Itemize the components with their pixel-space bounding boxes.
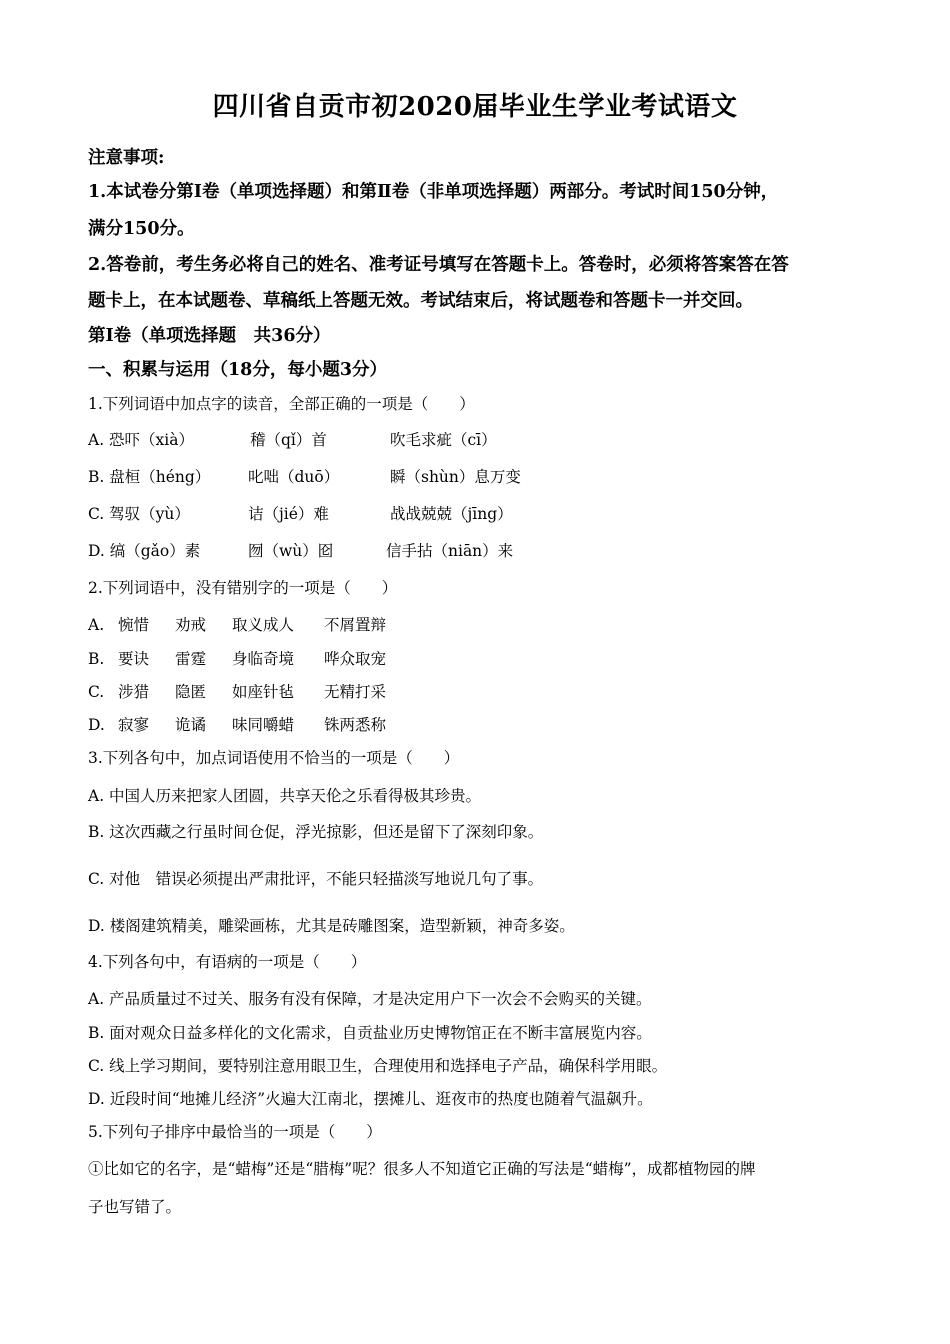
page-title: 四川省自贡市初2020届毕业生学业考试语文 [212, 92, 738, 122]
option-part: 囫（wù）囵 [248, 542, 334, 560]
option-part: C. 驾驭（yù） [88, 505, 190, 523]
option-part: 战战兢兢（jīng） [390, 505, 513, 523]
option-part: 瞬（shùn）息万变 [390, 468, 521, 486]
question-3-option-a: A. 中国人历来把家人团圆，共享天伦之乐看得极其珍贵。 [88, 787, 482, 805]
option-part: 信手拈（niān）来 [386, 542, 514, 560]
notice-item-2-line-2: 题卡上，在本试题卷、草稿纸上答题无效。考试结束后，将试题卷和答题卡一并交回。 [88, 291, 753, 311]
question-3-option-d: D. 楼阁建筑精美，雕梁画栋，尤其是砖雕图案，造型新颖，神奇多姿。 [88, 917, 575, 935]
notice-heading: 注意事项: [88, 148, 165, 168]
option-word: 隐匿 [175, 683, 207, 701]
option-part: 叱咄（duō） [248, 468, 340, 486]
question-4-option-d: D. 近段时间“地摊儿经济”火遍大江南北，摆摊儿、逛夜市的热度也随着气温飙升。 [88, 1090, 653, 1108]
option-word: 如座针毡 [232, 683, 295, 701]
question-5-sentence-1-line-2: 子也写错了。 [88, 1198, 182, 1216]
option-word: 寂寥 [118, 716, 150, 734]
option-part: 诘（jié）难 [248, 505, 329, 523]
option-word: 味同嚼蜡 [232, 716, 295, 734]
part-title: 一、积累与运用（18分，每小题3分） [88, 360, 388, 380]
option-word: 劝戒 [175, 616, 207, 634]
question-4-stem: 4.下列各句中，有语病的一项是（ ） [88, 953, 367, 971]
option-letter: D. [88, 716, 105, 734]
notice-item-2-line-1: 2.答卷前，考生务必将自己的姓名、准考证号填写在答题卡上。答卷时，必须将答案答在答 [88, 255, 789, 275]
option-word: 雷霆 [175, 650, 207, 668]
option-word: 铢两悉称 [324, 716, 387, 734]
question-5-stem: 5.下列句子排序中最恰当的一项是（ ） [88, 1123, 382, 1141]
option-word: 哗众取宠 [324, 650, 387, 668]
option-word: 身临奇境 [232, 650, 295, 668]
notice-item-1-line-2: 满分150分。 [88, 219, 195, 239]
question-3-option-b: B. 这次西藏之行虽时间仓促，浮光掠影，但还是留下了深刻印象。 [88, 823, 544, 841]
question-1-stem: 1.下列词语中加点字的读音，全部正确的一项是（ ） [88, 395, 475, 413]
option-letter: C. [88, 683, 105, 701]
option-part: 吹毛求疵（cī） [390, 431, 497, 449]
question-2-option-c [88, 680, 386, 702]
notice-item-1-line-1: 1.本试卷分第Ⅰ卷（单项选择题）和第Ⅱ卷（非单项选择题）两部分。考试时间150分钟， [88, 182, 779, 202]
question-2-stem: 2.下列词语中，没有错别字的一项是（ ） [88, 579, 398, 597]
question-5-sentence-1-line-1: ①比如它的名字，是“蜡梅”还是“腊梅”呢？很多人不知道它正确的写法是“蜡梅”，成都植物园的牌 [88, 1160, 756, 1178]
option-word: 要诀 [118, 650, 150, 668]
option-word: 取义成人 [232, 616, 295, 634]
question-4-option-a: A. 产品质量过不过关、服务有没有保障，才是决定用户下一次会不会购买的关键。 [88, 990, 652, 1008]
question-2-option-d [88, 713, 386, 735]
option-part: 稽（qǐ）首 [250, 431, 327, 449]
question-4-option-c: C. 线上学习期间，要特别注意用眼卫生，合理使用和选择电子产品，确保科学用眼。 [88, 1057, 668, 1075]
option-part: D. 缟（gǎo）素 [88, 542, 201, 560]
question-3-option-c: C. 对他 错误必须提出严肃批评，不能只轻描淡写地说几句了事。 [88, 870, 544, 888]
option-part: A. 恐吓（xià） [88, 431, 194, 449]
question-4-option-b: B. 面对观众日益多样化的文化需求，自贡盐业历史博物馆正在不断丰富展览内容。 [88, 1024, 652, 1042]
question-3-stem: 3.下列各句中，加点词语使用不恰当的一项是（ ） [88, 749, 460, 767]
option-word: 诡谲 [175, 716, 207, 734]
option-word: 惋惜 [118, 616, 150, 634]
option-word: 不屑置辩 [324, 616, 387, 634]
option-letter: B. [88, 650, 105, 668]
section-title: 第Ⅰ卷（单项选择题 共36分） [88, 326, 331, 346]
option-letter: A. [88, 616, 105, 634]
option-word: 涉猎 [118, 683, 150, 701]
question-2-option-a [88, 613, 386, 635]
option-part: B. 盘桓（héng） [88, 468, 211, 486]
option-word: 无精打采 [324, 683, 387, 701]
question-2-option-b [88, 647, 386, 669]
